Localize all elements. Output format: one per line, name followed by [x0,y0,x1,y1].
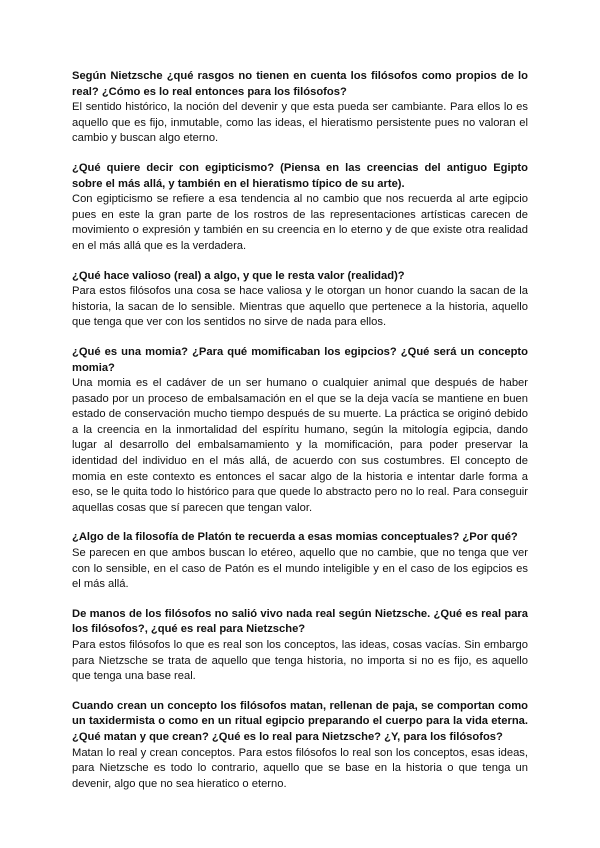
answer-paragraph: Matan lo real y crean conceptos. Para estos filósofos lo real son los conceptos, esas ideas, para Nietzsche es todo lo contrario, aquello que se base en la historia o que tenga un devenir, algo que no sea hieratico o eterno. [72,746,528,790]
qa-section-2 [72,161,528,255]
qa-section-5 [72,530,528,592]
question-heading: ¿Qué es una momia? ¿Para qué momificaban los egipcios? ¿Qué será un concepto momia? [72,345,528,374]
answer-paragraph: Se parecen en que ambos buscan lo etéreo, aquello que no cambie, que no tenga que ver con lo sensible, en el caso de Patón es el mundo inteligible y en el caso de los egipcios es el más allá. [72,547,528,591]
qa-section-7 [72,699,528,793]
qa-section-1 [72,69,528,147]
qa-section-6 [72,607,528,685]
question-heading: Cuando crean un concepto los filósofos matan, rellenan de paja, se comportan como un taxidermista o como en un ritual egipcio preparando el cuerpo para la vida eterna. ¿Qué matan y que crean? ¿Qué es lo real para Nietzsche? ¿Y, para los filósofos? [72,699,528,743]
answer-paragraph: Para estos filósofos lo que es real son los conceptos, las ideas, cosas vacías. Sin embargo para Nietzsche se trata de aquello que tenga historia, no importa si no es fijo, es aquello que tenga una base real. [72,639,528,683]
qa-section-4 [72,345,528,517]
answer-paragraph: Con egipticismo se refiere a esa tendencia al no cambio que nos recuerda al arte egipcio pues en este la gran parte de los rostros de las representaciones artísticas carecen de movimiento o expresión y también en su creencia en lo eterno y de que existe otra realidad en el más allá que es la verdadera. [72,193,528,252]
question-heading: ¿Qué hace valioso (real) a algo, y que le resta valor (realidad)? [72,269,405,282]
answer-paragraph: Para estos filósofos una cosa se hace valiosa y le otorgan un honor cuando la sacan de la historia, la sacan de lo sensible. Mientras que aquello que pertenece a la historia, aquello que tenga que ver con los sentidos no sirve de nada para ellos. [72,285,528,329]
question-heading: Según Nietzsche ¿qué rasgos no tienen en cuenta los filósofos como propios de lo real? ¿Cómo es lo real entonces para los filósofos? [72,70,528,98]
answer-paragraph: El sentido histórico, la noción del devenir y que esta pueda ser cambiante. Para ellos lo es aquello que es fijo, inmutable, como las ideas, el hieratismo persistente pues no valoran el cambio y buscan algo eterno. [72,101,528,145]
answer-paragraph: Una momia es el cadáver de un ser humano o cualquier animal que después de haber pasado por un proceso de embalsamación en el que se la deja vacía se mantiene en buen estado de conservación mucho tiempo después de su muerte. La práctica se originó debido a la creencia en la inmortalidad del espíritu humano, según la mitología egipcia, dando lugar al desarrollo del embalsamamiento y la momificación, para poder preservar la identidad del individuo en el más allá, de acuerdo con sus costumbres. El concepto de momia en este contexto es entonces el sacar algo de la historia e intentar darle forma a eso, se le quita todo lo histórico para que quede lo abstracto pero no lo real. Para conseguir aquellas cosas que sí parecen que tengan valor. [72,377,528,514]
question-heading: ¿Qué quiere decir con egipticismo? (Piensa en las creencias del antiguo Egipto sobre el más allá, y también en el hieratismo típico de su arte). [72,161,528,190]
question-heading: ¿Algo de la filosofía de Platón te recuerda a esas momias conceptuales? ¿Por qué? [72,531,518,544]
question-heading: De manos de los filósofos no salió vivo nada real según Nietzsche. ¿Qué es real para los filósofos?, ¿qué es real para Nietzsche? [72,607,528,636]
qa-section-3 [72,269,528,331]
